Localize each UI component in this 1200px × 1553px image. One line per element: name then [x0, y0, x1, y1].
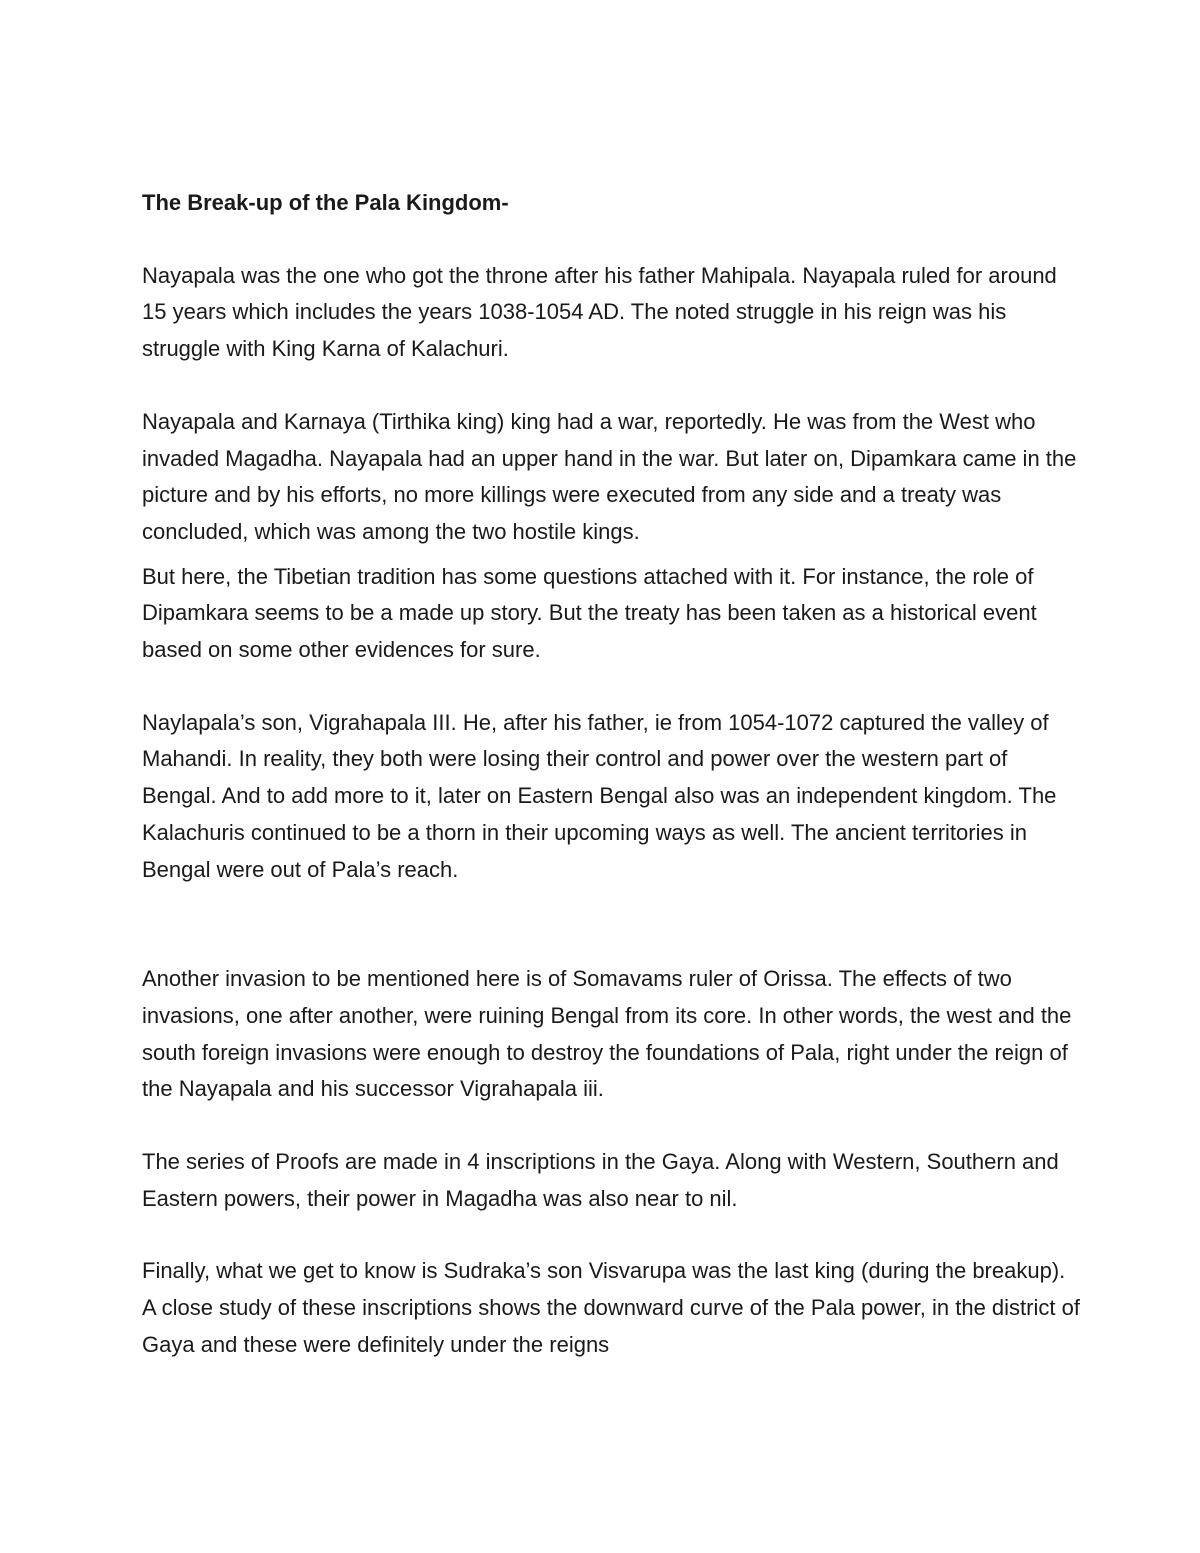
document-body — [142, 185, 1082, 1364]
paragraph-nayapala-reign: Nayapala was the one who got the throne after his father Mahipala. Nayapala ruled for around 15 years which includes the years 1038-1054 AD. The noted struggle in his reign was his struggle with King Karna of Kalachuri. — [142, 262, 1057, 362]
paragraph-visvarupa: Finally, what we get to know is Sudraka’s son Visvarupa was the last king (during the breakup). A close study of these inscriptions shows the downward curve of the Pala power, in the district of Gaya and these were definitely under the reigns — [142, 1258, 1080, 1357]
paragraph-gaya-inscriptions: The series of Proofs are made in 4 inscriptions in the Gaya. Along with Western, Southern and Eastern powers, their power in Magadha was also near to nil. — [142, 1149, 1059, 1211]
paragraph-somavams-invasion: Another invasion to be mentioned here is of Somavams ruler of Orissa. The effects of two invasions, one after another, were ruining Bengal from its core. In other words, the west and the south foreign invasions were enough to destroy the foundations of Pala, right under the reign of the Nayapala and his successor Vigrahapala iii. — [142, 966, 1072, 1102]
paragraph-vigrahapala: Naylapala’s son, Vigrahapala III. He, after his father, ie from 1054-1072 captured the valley of Mahandi. In reality, they both were losing their control and power over the western part of Bengal. And to add more to it, later on Eastern Bengal also was an independent kingdom. The Kalachuris continued to be a thorn in their upcoming ways as well. The ancient territories in Bengal were out of Pala’s reach. — [142, 709, 1057, 882]
paragraph-tibetian-tradition: But here, the Tibetian tradition has some questions attached with it. For instance, the role of Dipamkara seems to be a made up story. But the treaty has been taken as a historical event based on some other evidences for sure. — [142, 563, 1037, 663]
document-title: The Break-up of the Pala Kingdom- — [142, 190, 509, 215]
paragraph-war-with-karnaya: Nayapala and Karnaya (Tirthika king) king had a war, reportedly. He was from the West who invaded Magadha. Nayapala had an upper hand in the war. But later on, Dipamkara came in the picture and by his efforts, no more killings were executed from any side and a treaty was concluded, which was among the two hostile kings. — [142, 408, 1077, 544]
